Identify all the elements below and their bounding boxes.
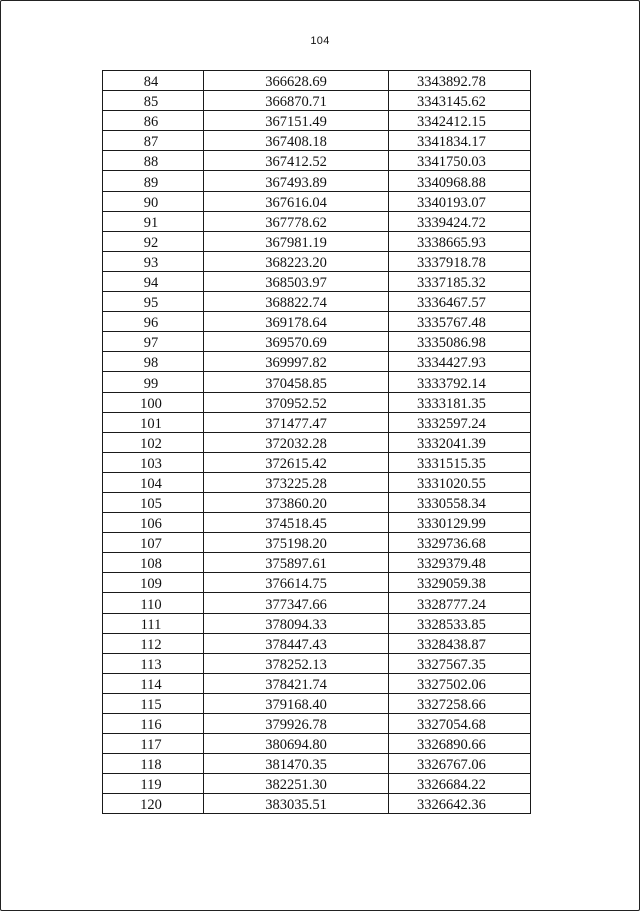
x-coordinate-cell: 367616.04	[204, 191, 389, 211]
point-number-cell: 110	[103, 593, 204, 613]
y-coordinate-cell: 3334427.93	[389, 352, 531, 372]
y-coordinate-cell: 3342412.15	[389, 111, 531, 131]
coordinate-table-body	[103, 71, 531, 814]
point-number-cell: 109	[103, 573, 204, 593]
y-coordinate-cell: 3339424.72	[389, 211, 531, 231]
y-coordinate-cell: 3333181.35	[389, 392, 531, 412]
y-coordinate-cell: 3326890.66	[389, 734, 531, 754]
point-number-cell: 108	[103, 553, 204, 573]
x-coordinate-cell: 376614.75	[204, 573, 389, 593]
x-coordinate-cell: 368822.74	[204, 292, 389, 312]
y-coordinate-cell: 3328438.87	[389, 633, 531, 653]
point-number-cell: 84	[103, 71, 204, 91]
y-coordinate-cell: 3332597.24	[389, 412, 531, 432]
x-coordinate-cell: 373860.20	[204, 492, 389, 512]
y-coordinate-cell: 3336467.57	[389, 292, 531, 312]
x-coordinate-cell: 380694.80	[204, 734, 389, 754]
point-number-cell: 116	[103, 714, 204, 734]
x-coordinate-cell: 383035.51	[204, 794, 389, 814]
point-number-cell: 104	[103, 472, 204, 492]
table-row	[103, 633, 531, 653]
table-row	[103, 91, 531, 111]
coordinate-table	[102, 70, 531, 814]
point-number-cell: 115	[103, 693, 204, 713]
y-coordinate-cell: 3338665.93	[389, 231, 531, 251]
table-row	[103, 392, 531, 412]
point-number-cell: 87	[103, 131, 204, 151]
y-coordinate-cell: 3343145.62	[389, 91, 531, 111]
x-coordinate-cell: 367493.89	[204, 171, 389, 191]
y-coordinate-cell: 3335767.48	[389, 312, 531, 332]
table-row	[103, 111, 531, 131]
table-row	[103, 774, 531, 794]
x-coordinate-cell: 373225.28	[204, 472, 389, 492]
y-coordinate-cell: 3331020.55	[389, 472, 531, 492]
point-number-cell: 95	[103, 292, 204, 312]
table-row	[103, 131, 531, 151]
table-row	[103, 734, 531, 754]
x-coordinate-cell: 370952.52	[204, 392, 389, 412]
point-number-cell: 101	[103, 412, 204, 432]
point-number-cell: 117	[103, 734, 204, 754]
table-row	[103, 372, 531, 392]
table-row	[103, 613, 531, 633]
x-coordinate-cell: 367981.19	[204, 231, 389, 251]
point-number-cell: 106	[103, 513, 204, 533]
point-number-cell: 85	[103, 91, 204, 111]
page-number: 104	[310, 35, 330, 47]
y-coordinate-cell: 3330558.34	[389, 492, 531, 512]
x-coordinate-cell: 366628.69	[204, 71, 389, 91]
point-number-cell: 99	[103, 372, 204, 392]
point-number-cell: 118	[103, 754, 204, 774]
table-row	[103, 312, 531, 332]
table-row	[103, 593, 531, 613]
table-row	[103, 452, 531, 472]
point-number-cell: 105	[103, 492, 204, 512]
point-number-cell: 112	[103, 633, 204, 653]
y-coordinate-cell: 3328777.24	[389, 593, 531, 613]
table-row	[103, 573, 531, 593]
y-coordinate-cell: 3327502.06	[389, 673, 531, 693]
point-number-cell: 94	[103, 271, 204, 291]
point-number-cell: 107	[103, 533, 204, 553]
y-coordinate-cell: 3341834.17	[389, 131, 531, 151]
x-coordinate-cell: 371477.47	[204, 412, 389, 432]
y-coordinate-cell: 3337185.32	[389, 271, 531, 291]
x-coordinate-cell: 367151.49	[204, 111, 389, 131]
point-number-cell: 86	[103, 111, 204, 131]
x-coordinate-cell: 368503.97	[204, 271, 389, 291]
y-coordinate-cell: 3329059.38	[389, 573, 531, 593]
point-number-cell: 89	[103, 171, 204, 191]
x-coordinate-cell: 369178.64	[204, 312, 389, 332]
point-number-cell: 98	[103, 352, 204, 372]
y-coordinate-cell: 3328533.85	[389, 613, 531, 633]
x-coordinate-cell: 378094.33	[204, 613, 389, 633]
x-coordinate-cell: 378447.43	[204, 633, 389, 653]
point-number-cell: 96	[103, 312, 204, 332]
x-coordinate-cell: 379168.40	[204, 693, 389, 713]
x-coordinate-cell: 381470.35	[204, 754, 389, 774]
table-row	[103, 673, 531, 693]
x-coordinate-cell: 367412.52	[204, 151, 389, 171]
x-coordinate-cell: 374518.45	[204, 513, 389, 533]
x-coordinate-cell: 369570.69	[204, 332, 389, 352]
table-row	[103, 211, 531, 231]
point-number-cell: 92	[103, 231, 204, 251]
point-number-cell: 91	[103, 211, 204, 231]
point-number-cell: 114	[103, 673, 204, 693]
table-row	[103, 292, 531, 312]
point-number-cell: 113	[103, 653, 204, 673]
y-coordinate-cell: 3340193.07	[389, 191, 531, 211]
x-coordinate-cell: 375198.20	[204, 533, 389, 553]
table-row	[103, 412, 531, 432]
table-row	[103, 754, 531, 774]
table-row	[103, 533, 531, 553]
x-coordinate-cell: 378421.74	[204, 673, 389, 693]
y-coordinate-cell: 3340968.88	[389, 171, 531, 191]
x-coordinate-cell: 372615.42	[204, 452, 389, 472]
table-row	[103, 332, 531, 352]
y-coordinate-cell: 3341750.03	[389, 151, 531, 171]
point-number-cell: 120	[103, 794, 204, 814]
x-coordinate-cell: 368223.20	[204, 251, 389, 271]
y-coordinate-cell: 3332041.39	[389, 432, 531, 452]
y-coordinate-cell: 3330129.99	[389, 513, 531, 533]
x-coordinate-cell: 366870.71	[204, 91, 389, 111]
x-coordinate-cell: 377347.66	[204, 593, 389, 613]
y-coordinate-cell: 3327054.68	[389, 714, 531, 734]
y-coordinate-cell: 3327567.35	[389, 653, 531, 673]
y-coordinate-cell: 3326684.22	[389, 774, 531, 794]
y-coordinate-cell: 3329736.68	[389, 533, 531, 553]
table-row	[103, 271, 531, 291]
y-coordinate-cell: 3333792.14	[389, 372, 531, 392]
y-coordinate-cell: 3329379.48	[389, 553, 531, 573]
y-coordinate-cell: 3337918.78	[389, 251, 531, 271]
point-number-cell: 119	[103, 774, 204, 794]
x-coordinate-cell: 369997.82	[204, 352, 389, 372]
point-number-cell: 103	[103, 452, 204, 472]
x-coordinate-cell: 382251.30	[204, 774, 389, 794]
x-coordinate-cell: 379926.78	[204, 714, 389, 734]
point-number-cell: 111	[103, 613, 204, 633]
table-row	[103, 171, 531, 191]
point-number-cell: 97	[103, 332, 204, 352]
y-coordinate-cell: 3335086.98	[389, 332, 531, 352]
y-coordinate-cell: 3327258.66	[389, 693, 531, 713]
x-coordinate-cell: 370458.85	[204, 372, 389, 392]
x-coordinate-cell: 375897.61	[204, 553, 389, 573]
table-row	[103, 553, 531, 573]
table-row	[103, 693, 531, 713]
point-number-cell: 93	[103, 251, 204, 271]
table-row	[103, 714, 531, 734]
y-coordinate-cell: 3343892.78	[389, 71, 531, 91]
table-row	[103, 492, 531, 512]
x-coordinate-cell: 378252.13	[204, 653, 389, 673]
point-number-cell: 102	[103, 432, 204, 452]
y-coordinate-cell: 3326642.36	[389, 794, 531, 814]
y-coordinate-cell: 3326767.06	[389, 754, 531, 774]
x-coordinate-cell: 367408.18	[204, 131, 389, 151]
y-coordinate-cell: 3331515.35	[389, 452, 531, 472]
table-row	[103, 251, 531, 271]
table-row	[103, 432, 531, 452]
point-number-cell: 88	[103, 151, 204, 171]
table-row	[103, 472, 531, 492]
table-row	[103, 653, 531, 673]
x-coordinate-cell: 367778.62	[204, 211, 389, 231]
table-row	[103, 231, 531, 251]
x-coordinate-cell: 372032.28	[204, 432, 389, 452]
table-row	[103, 513, 531, 533]
table-row	[103, 151, 531, 171]
point-number-cell: 100	[103, 392, 204, 412]
table-row	[103, 352, 531, 372]
point-number-cell: 90	[103, 191, 204, 211]
table-row	[103, 794, 531, 814]
table-row	[103, 71, 531, 91]
table-row	[103, 191, 531, 211]
